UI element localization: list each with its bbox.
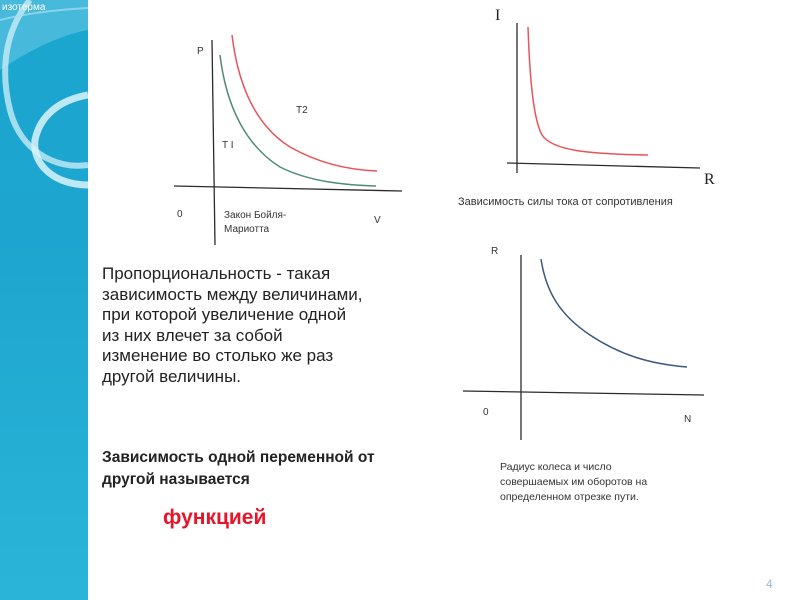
isotherm-t1-curve — [220, 55, 376, 186]
chart1-x-label: V — [374, 215, 381, 226]
function-definition-line: Зависимость одной переменной от — [102, 449, 375, 466]
chart3-caption-line: Радиус колеса и число — [500, 461, 612, 473]
definition-line: зависимость между величинами, — [102, 284, 363, 304]
y-axis — [212, 40, 215, 245]
chart1-caption — [224, 209, 286, 237]
chart-current-resistance — [458, 5, 730, 210]
function-definition-line: другой называется — [102, 471, 250, 488]
corner-label: изотерма — [2, 2, 46, 13]
radius-curve — [541, 259, 687, 367]
chart1-origin-label: 0 — [177, 209, 183, 220]
page-number: 4 — [766, 577, 773, 591]
chart3-caption-line: определенном отрезке пути. — [500, 491, 639, 503]
chart2-caption: Зависимость силы тока от сопротивления — [458, 196, 673, 208]
chart-current-resistance-plot — [490, 5, 730, 210]
function-term: функцией — [163, 506, 267, 529]
chart3-y-label: R — [491, 246, 499, 257]
definition-line: при которой увеличение одной — [102, 305, 347, 324]
chart1-curve-label-t2: T2 — [296, 105, 308, 116]
isotherm-t2-curve — [232, 35, 377, 171]
definition-line: изменение во столько же раз — [102, 346, 334, 365]
chart3-origin-label: 0 — [483, 407, 489, 418]
x-axis — [507, 163, 700, 168]
definition-line: из них влечет за собой — [102, 325, 283, 345]
chart1-caption-line: Закон Бойля- — [224, 210, 287, 221]
chart1-caption-line: Мариотта — [224, 224, 270, 235]
current-curve — [528, 27, 648, 155]
chart-radius-revolutions-plot — [460, 240, 720, 450]
definition-line: Пропорциональность - такая — [102, 264, 331, 283]
chart-boyle-mariotte-plot — [170, 30, 410, 245]
chart1-curve-label-t1: T I — [222, 140, 234, 151]
definition-line: другой величины. — [102, 366, 242, 386]
chart1-y-label: P — [197, 46, 204, 57]
chart-radius-revolutions — [460, 240, 720, 450]
x-axis — [174, 186, 402, 191]
chart2-y-label: I — [495, 7, 501, 24]
chart3-caption-line: совершаемых им оборотов на — [500, 476, 648, 488]
chart2-x-label: R — [704, 171, 715, 188]
chart3-caption — [500, 460, 647, 505]
chart-boyle-mariotte — [170, 30, 410, 245]
chart3-x-label: N — [684, 414, 692, 425]
function-definition — [102, 447, 462, 491]
sidebar-swirl-graphic — [0, 0, 88, 600]
x-axis — [463, 391, 704, 395]
proportionality-definition — [102, 264, 432, 387]
sidebar-decoration — [0, 0, 88, 600]
